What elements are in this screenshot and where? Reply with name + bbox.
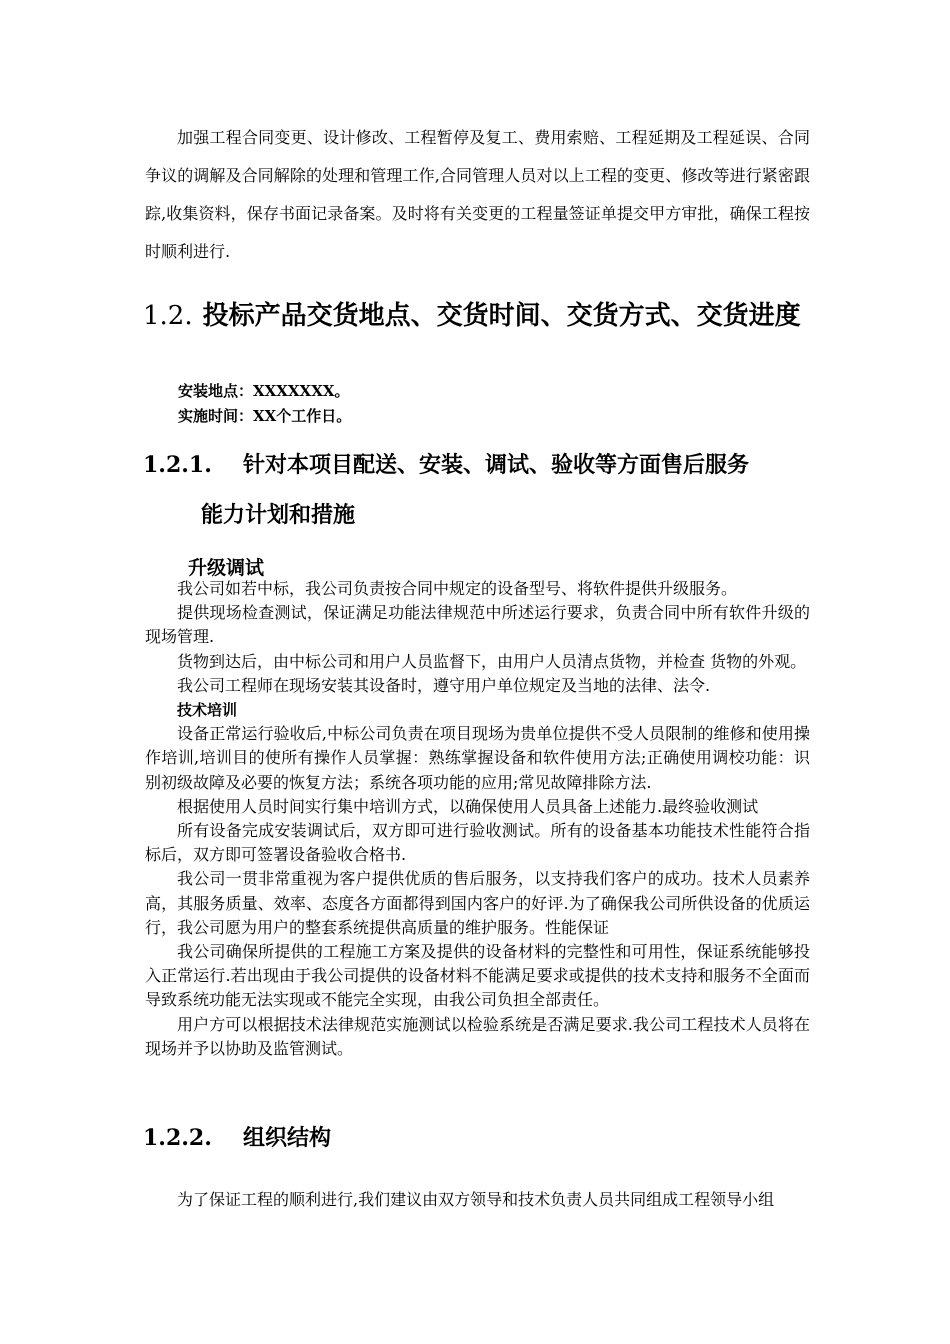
- install-location: 安装地点：XXXXXXX。: [178, 382, 350, 400]
- paragraph-bid: 我公司如若中标，我公司负责按合同中规定的设备型号、将软件提供升级服务。: [177, 579, 738, 598]
- section-1-2-2-heading: [143, 1113, 331, 1163]
- paragraph-after-sales: 我公司一贯非常重视为客户提供优质的售后服务，以支持我们客户的成功。技术人员素养高，其服务质量、效率、态度各方面都得到国内客户的好评.为了确保我公司所供设备的优质运行，我公司愿为用户的整套系统提供高质量的维护服务。性能保证: [145, 869, 810, 937]
- intro-paragraph: 加强工程合同变更、设计修改、工程暂停及复工、费用索赔、工程延期及工程延误、合同争议的调解及合同解除的处理和管理工作,合同管理人员对以上工程的变更、修改等进行紧密跟踪,收集资料，保存书面记录备案。及时将有关变更的工程量签证单提交甲方审批，确保工程按时顺利进行.: [145, 128, 810, 261]
- section-1-2-1-title-line1: 针对本项目配送、安装、调试、验收等方面售后服务: [243, 452, 750, 478]
- paragraph-schedule: 根据使用人员时间实行集中培训方式，以确保使用人员具备上述能力.最终验收测试: [177, 796, 759, 816]
- paragraph-guarantee: 我公司确保所提供的工程施工方案及提供的设备材料的完整性和可用性，保证系统能够投入正常运行.若出现由于我公司提供的设备材料不能满足要求或提供的技术支持和服务不全面而导致系统功能无法实现或不能完全实现，由我公司负担全部责任。: [145, 942, 810, 1010]
- subheading-training: 技术培训: [177, 701, 238, 720]
- section-1-2-heading: [143, 292, 801, 340]
- section-1-2-2-number: 1.2.2.: [143, 1125, 212, 1151]
- paragraph-user-testing: 用户方可以根据技术法律规范实施测试以检验系统是否满足要求.我公司工程技术人员将在现场并予以协助及监管测试。: [145, 1014, 810, 1058]
- service-body: [145, 577, 810, 1061]
- paragraph-delivery: 货物到达后，由中标公司和用户人员监督下，由用户人员清点货物，并检查 货物的外观。: [177, 651, 807, 671]
- paragraph-install: 我公司工程师在现场安装其设备时，遵守用户单位规定及当地的法律、法令.: [177, 675, 711, 695]
- closing-paragraph: 为了保证工程的顺利进行,我们建议由双方领导和技术负责人员共同组成工程领导小组: [177, 1190, 775, 1209]
- section-1-2-1-title-line2: 能力计划和措施: [201, 502, 356, 528]
- section-1-2-2-title: 组织结构: [243, 1125, 332, 1151]
- section-1-2-number: 1.2.: [143, 301, 193, 331]
- paragraph-acceptance: 所有设备完成安装调试后，双方即可进行验收测试。所有的设备基本功能技术性能符合指标后，双方即可签署设备验收合格书.: [145, 821, 810, 865]
- section-1-2-title: 投标产品交货地点、交货时间、交货方式、交货进度: [202, 301, 801, 331]
- section-1-2-1-number: 1.2.1.: [143, 452, 212, 478]
- section-1-2-1-heading: [143, 440, 823, 540]
- paragraph-training: 设备正常运行验收后,中标公司负责在项目现场为贵单位提供不受人员限制的维修和使用操作培训,培训目的使所有操作人员掌握：熟练掌握设备和软件使用方法;正确使用调校功能：识别初级故障及必要的恢复方法；系统各项功能的应用;常见故障排除方法.: [145, 724, 810, 792]
- subheading-upgrade: 升级调试: [188, 557, 265, 579]
- implement-time: 实施时间：XX个工作日。: [178, 407, 352, 425]
- paragraph-onsite-test: 提供现场检查测试，保证满足功能法律规范中所述运行要求，负责合同中所有软件升级的现场管理.: [145, 603, 810, 647]
